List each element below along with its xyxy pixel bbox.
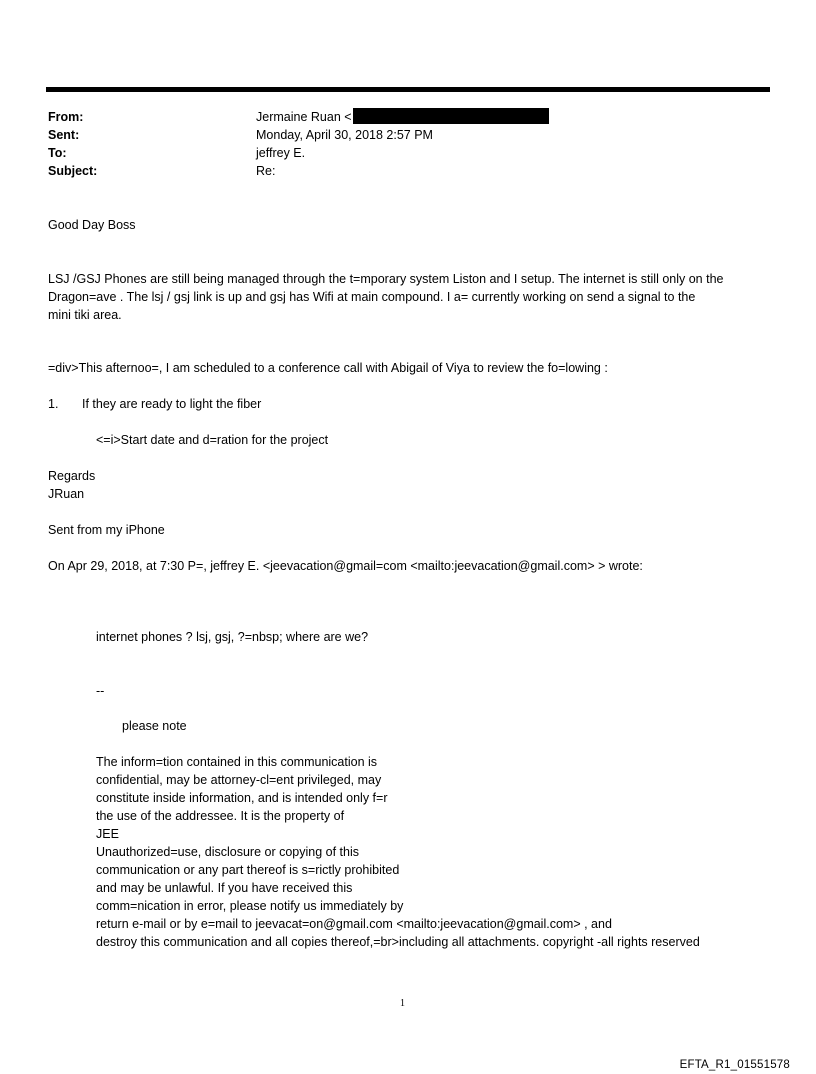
disclaimer-line: the use of the addressee. It is the property of (96, 809, 345, 823)
disclaimer-line: The inform=tion contained in this communication is (96, 755, 378, 769)
regards-text: Regards (48, 469, 96, 483)
body-paragraph-2: =div>This afternoo=, I am scheduled to a conference call with Abigail of Viya to review the fo=lowing : (48, 361, 608, 375)
quoted-separator: -- (96, 684, 105, 698)
body-line: Dragon=ave . The lsj / gsj link is up and gsj has Wifi at main compound. I a= currently working on send a signal to the (48, 290, 696, 304)
quote-intro: On Apr 29, 2018, at 7:30 P=, jeffrey E. <jeevacation@gmail=com <mailto:jeevacation@gmail.com> > wrote: (48, 559, 643, 573)
redaction-bar (353, 108, 549, 124)
header-rule (46, 87, 770, 92)
closing (48, 467, 778, 503)
disclaimer-line: JEE (96, 827, 119, 841)
sent-value: Monday, April 30, 2018 2:57 PM (256, 128, 433, 142)
subject-value: Re: (256, 164, 276, 178)
to-label: To: (48, 146, 67, 160)
sent-from: Sent from my iPhone (48, 523, 165, 537)
disclaimer-line: comm=nication in error, please notify us immediately by (96, 899, 404, 913)
body-line: mini tiki area. (48, 308, 122, 322)
disclaimer-line: communication or any part thereof is s=rictly prohibited (96, 863, 400, 877)
list-item-text: If they are ready to light the fiber (82, 397, 262, 411)
disclaimer-line: Unauthorized=use, disclosure or copying of this (96, 845, 359, 859)
signature-text: JRuan (48, 487, 85, 501)
please-note: please note (122, 719, 187, 733)
disclaimer-line: confidential, may be attorney-cl=ent privileged, may (96, 773, 382, 787)
disclaimer-line: return e-mail or by e=mail to jeevacat=on@gmail.com <mailto:jeevacation@gmail.com> , and (96, 917, 612, 931)
sent-label: Sent: (48, 128, 80, 142)
quoted-message: internet phones ? lsj, gsj, ?=nbsp; where are we? (96, 630, 369, 644)
from-value (256, 108, 549, 126)
bates-number: EFTA_R1_01551578 (679, 1059, 790, 1071)
disclaimer (96, 753, 816, 951)
disclaimer-line: constitute inside information, and is intended only f=r (96, 791, 388, 805)
list-item-2: <=i>Start date and d=ration for the project (96, 433, 329, 447)
to-value: jeffrey E. (256, 146, 306, 160)
disclaimer-line: destroy this communication and all copies thereof,=br>including all attachments. copyright -all rights reserved (96, 935, 700, 949)
disclaimer-line: and may be unlawful. If you have received this (96, 881, 353, 895)
body-paragraph-1 (48, 270, 778, 324)
greeting: Good Day Boss (48, 218, 136, 232)
page-number: 1 (400, 998, 405, 1009)
from-name: Jermaine Ruan < (256, 110, 352, 124)
subject-label: Subject: (48, 164, 98, 178)
list-item-number: 1. (48, 397, 59, 411)
from-label: From: (48, 110, 84, 124)
list-item-1 (48, 395, 778, 413)
body-line: LSJ /GSJ Phones are still being managed through the t=mporary system Liston and I setup. The internet is still only on the (48, 272, 724, 286)
